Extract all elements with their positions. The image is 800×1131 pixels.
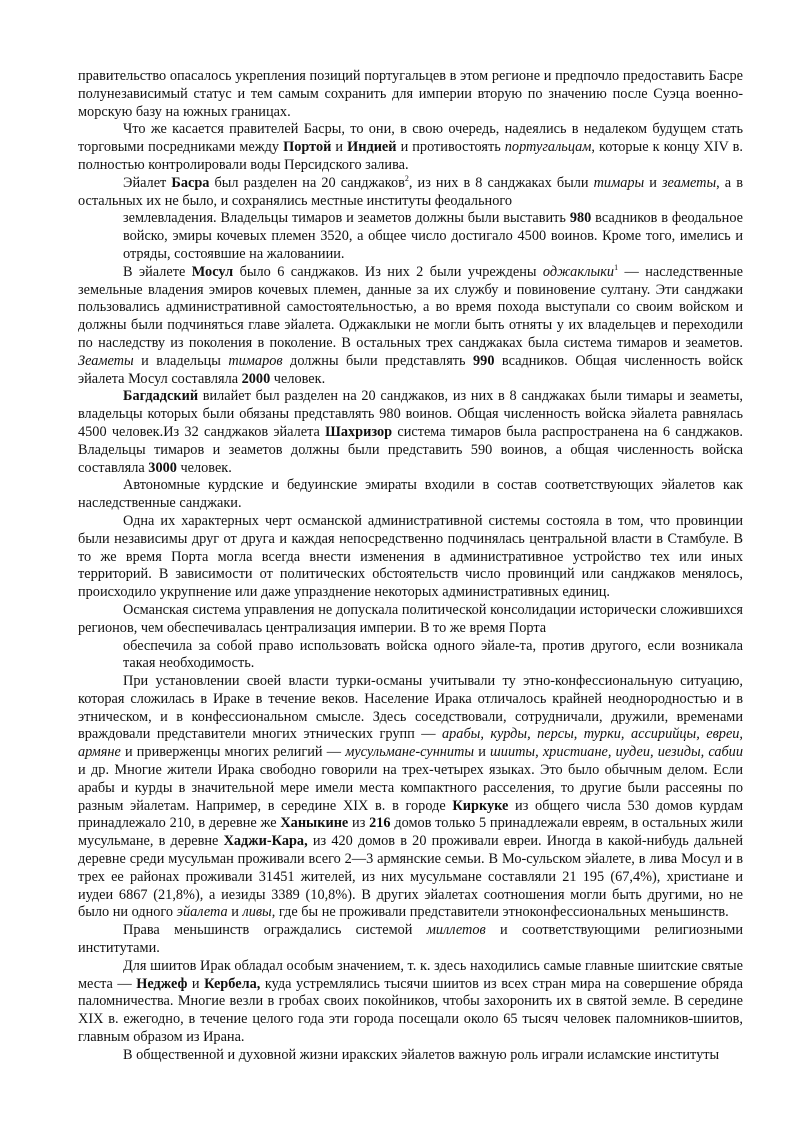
text-run: Для шиитов Ирак обладал особым значением, т. к. здесь находились самые главные шиитские святые места — <box>78 957 743 992</box>
text-run: Автономные курдские и бедуинские эмираты входили в состав соответствующих эйалетов как наследственные санджаки. <box>78 477 743 512</box>
text-run: из <box>348 815 370 832</box>
text-run: Османская система управления не допускала политической консолидации исторически сложившихся регионов, чем обеспечивалась централизация империи. В то же время Порта <box>78 601 743 636</box>
bold-term: 980 <box>569 210 592 227</box>
text-run: В эйалете <box>123 263 192 280</box>
paragraph-4 <box>78 210 743 263</box>
paragraph-2 <box>78 121 743 174</box>
italic-term: зеаметы <box>661 174 717 191</box>
italic-term: Зеаметы <box>78 352 134 369</box>
bold-term: 990 <box>473 352 495 369</box>
text-run: , которые к концу XIV в. полностью контролировали воды Персидского залива. <box>78 139 743 173</box>
text-run: из 420 домов в 20 проживали евреи. Иногда в какой-нибудь дальней деревне среди мусульман проживали всего 2—3 армянские семьи. В Мо-сульском эйалете, в лива Мосул и в трех ее районах проживали 31451 жителей, из них мусульмане составляли 21 195 (67,4%), христиане и иудеи 6867 (21,8%), а иезиды 3389 (10,8%). В других эйалетах соотношения могли быть другими, но не было ни одного <box>78 833 743 921</box>
text-run: и <box>331 139 348 156</box>
italic-term: ливы <box>242 904 272 921</box>
text-run: из общего числа 530 домов курдам принадлежало 210, в деревне же <box>78 797 744 832</box>
italic-term: португальцам <box>504 139 592 156</box>
text-run: и <box>474 744 490 761</box>
paragraph-12 <box>78 922 743 958</box>
text-run: и др. Многие жители Ирака свободно говорили на трех-четырех языках. Это было обычным делом. Если арабы и курды в значительной мере имели места компактного расселения, то другие были рассеяны по разным эйалетам. Например, в середине XIX в. в городе <box>78 762 743 814</box>
text-run: , а в остальных их не было, и сохранялись местные институты феодального <box>78 174 743 209</box>
bold-term: Ханыкине <box>280 815 349 832</box>
paragraph-1 <box>78 68 743 121</box>
bold-term: Мосул <box>191 263 234 280</box>
paragraph-9 <box>78 602 743 638</box>
text-run: и <box>644 174 662 191</box>
paragraph-8 <box>78 513 743 602</box>
italic-term: арабы, курды, персы, турки, ассирийцы, евреи, армяне <box>78 726 744 761</box>
paragraph-3 <box>78 175 743 211</box>
bold-term: Хаджи-Кара, <box>223 833 308 850</box>
bold-term: Неджеф <box>136 975 188 992</box>
bold-term: Шахризор <box>325 423 393 440</box>
italic-term: тимаров <box>228 352 283 369</box>
italic-term: мусульмане-сунниты <box>345 744 475 761</box>
text-run: и владельцы <box>133 352 229 369</box>
text-run: куда устремлялись тысячи шиитов из всех стран мира на совершение обряда паломничества. Многие везли в гробах своих покойников, чтобы захоронить их в святой земле. В середине XIX в. ежегодно, в течение целого года эти города посещали около 65 тысяч человек паломников-шиитов, главным образом из Ирана. <box>78 975 743 1046</box>
text-run: и <box>187 975 205 992</box>
text-run: — наследственные земельные владения эмиров кочевых племен, данные за их службу и повиновение султану. Эти санджаки пользовались административной самостоятельностью, а во время похода выступали со своим войском и должны были подчиняться главе эйалета. Оджаклыки не могли быть отняты у их владельцев и переходили по наследству из поколения в поколение. В остальных трех санджаках была система тимаров и зеаметов. <box>78 263 743 351</box>
footnote-mark: 2 <box>404 173 409 183</box>
bold-term: Киркуке <box>452 797 509 814</box>
italic-term: миллетов <box>426 922 486 939</box>
text-run: Что же касается правителей Басры, то они, в свою очередь, надеялись в недалеком будущем стать торговыми посредниками между <box>78 121 743 156</box>
text-run: и противостоять <box>396 139 505 156</box>
text-run: обеспечила за собой право использовать войска одного эйале-та, против другого, если возникала такая необходимость. <box>123 637 743 672</box>
text-run: было 6 санджаков. Из них 2 были учреждены <box>233 263 543 280</box>
text-run: Одна их характерных черт османской административной системы состояла в том, что провинции были независимы друг от друга и каждая непосредственно подчинялась центральной власти в Стамбуле. В то же время Порта могла всегда внести изменения в административное устройство тех или иных территорий. В зависимости от политических обстоятельств число провинций или санджаков менялось, происходило укрупнение или даже упразднение некоторых административных единиц. <box>78 512 743 601</box>
text-run: правительство опасалось укрепления позиций португальцев в этом регионе и предпочло предоставить Басре полунезависимый статус и тем самым сохранить для империи вторую по значению после Суэца военно-морскую базу на южных границах. <box>78 68 743 120</box>
text-run: Права меньшинств ограждались системой <box>123 922 427 939</box>
text-run: и приверженцы многих религий — <box>120 744 346 761</box>
text-run: , где бы не проживали представители этноконфессиональных меньшинств. <box>271 904 729 921</box>
paragraph-7 <box>78 477 743 513</box>
text-run: землевладения. Владельцы тимаров и зеаметов должны были выставить <box>123 210 570 227</box>
text-run: был разделен на 20 санджаков <box>209 174 405 191</box>
paragraph-14 <box>78 1047 743 1065</box>
text-run: человек. <box>270 370 326 387</box>
text-run: всадников. Общая численность войск эйалета Мосул составляла <box>78 352 744 387</box>
text-run: должны были представлять <box>282 352 474 369</box>
text-run: Эйалет <box>123 174 172 191</box>
bold-term: Кербела, <box>204 975 261 992</box>
italic-term: эйалета <box>176 904 228 921</box>
text-run: При установлении своей власти турки-османы учитывали ту этно-конфессиональную ситуацию, которая сложилась в Ираке в течение веков. Население Ирака отличалось крайней неоднородностью и в этническом, и в конфессиональном смысле. Здесь соседствовали, сотрудничали, дружили, временами враждовали представители многих этнических групп — <box>78 673 743 743</box>
text-run: и соответствующими религиозными институтами. <box>78 922 743 957</box>
italic-term: оджаклыки <box>542 263 615 280</box>
text-run: вилайет был разделен на 20 санджаков, из них в 8 санджаках были тимары и зеаметы, владельцы которых были обязаны представлять 980 воинов. Общая численность войска эйалета равнялась 4500 человек.Из 32 санджаков эйалета <box>78 388 743 440</box>
bold-term: 2000 <box>241 370 271 387</box>
text-run: В общественной и духовной жизни иракских эйалетов важную роль играли исламские институты <box>123 1046 720 1063</box>
paragraph-10 <box>78 638 743 674</box>
bold-term: 3000 <box>148 459 177 476</box>
bold-term: Портой <box>283 139 332 156</box>
footnote-mark: 1 <box>614 262 619 272</box>
bold-term: Басра <box>171 174 210 191</box>
text-run: домов только 5 принадлежали евреям, в остальных жили мусульмане, в деревне <box>78 815 744 850</box>
text-run: человек. <box>176 459 232 476</box>
text-run: и <box>227 904 243 921</box>
italic-term: шииты, христиане, иудеи, иезиды, сабии <box>490 744 743 761</box>
paragraph-11 <box>78 673 743 922</box>
italic-term: тимары <box>593 174 645 191</box>
text-run: , из них в 8 санджаках были <box>408 174 594 191</box>
bold-term: Индией <box>347 139 397 156</box>
bold-term: Багдадский <box>123 388 199 405</box>
paragraph-5 <box>78 264 743 389</box>
text-run: всадников в феодальное войско, эмиры кочевых племен 3520, а общее число достигало 4500 воинов. Кроме того, имелись и отряды, состоявшие на жалованиии. <box>123 210 743 262</box>
paragraph-13 <box>78 958 743 1047</box>
bold-term: 216 <box>369 815 391 832</box>
paragraph-6 <box>78 388 743 477</box>
text-run: система тимаров была распространена на 6 санджаков. Владельцы тимаров и зеаметов должны были представить 590 воинов, а общая численность войска составляла <box>78 423 743 476</box>
